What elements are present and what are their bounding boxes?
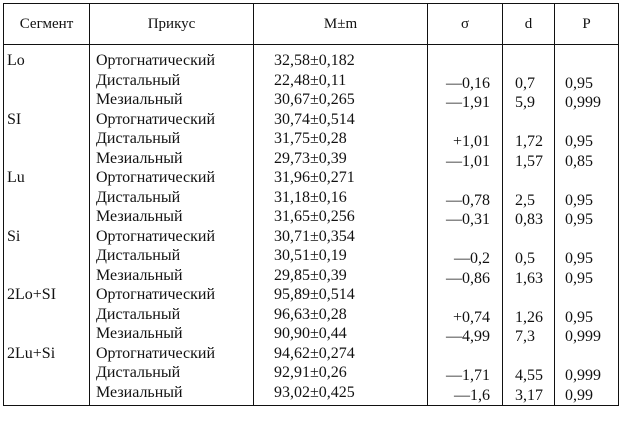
- table-row: [4, 324, 619, 344]
- cell-bite: Дистальный: [90, 246, 254, 266]
- cell-bite: Ортогнатический: [90, 344, 254, 364]
- cell-mean: 30,67±0,265: [254, 90, 428, 110]
- cell-segment: [4, 149, 90, 169]
- cell-sigma: —0,2: [428, 249, 503, 269]
- cell-segment: SI: [4, 110, 90, 130]
- cell-bite: Мезиальный: [90, 324, 254, 344]
- cell-p: [555, 113, 619, 133]
- cell-p: 0,85: [555, 152, 619, 172]
- cell-d: 3,17: [503, 386, 555, 409]
- header-d: d: [503, 4, 555, 45]
- cell-mean: 31,75±0,28: [254, 129, 428, 149]
- cell-mean: 30,51±0,19: [254, 246, 428, 266]
- cell-bite: Ортогнатический: [90, 110, 254, 130]
- statistics-table: [3, 3, 619, 406]
- cell-sigma: —0,78: [428, 191, 503, 211]
- cell-mean: 31,65±0,256: [254, 207, 428, 227]
- header-sigma: σ: [428, 4, 503, 45]
- cell-d: 0,7: [503, 74, 555, 94]
- cell-bite: Дистальный: [90, 305, 254, 325]
- table-row: [4, 168, 619, 188]
- cell-mean: 31,96±0,271: [254, 168, 428, 188]
- table-row: [4, 110, 619, 130]
- cell-sigma: —0,16: [428, 74, 503, 94]
- cell-bite: Ортогнатический: [90, 45, 254, 71]
- cell-bite: Мезиальный: [90, 207, 254, 227]
- cell-p: [555, 347, 619, 367]
- cell-segment: [4, 71, 90, 91]
- cell-sigma: —1,01: [428, 152, 503, 172]
- table-row: [4, 227, 619, 247]
- table-row: [4, 344, 619, 364]
- cell-segment: Si: [4, 227, 90, 247]
- header-mean: M±m: [254, 4, 428, 45]
- cell-bite: Дистальный: [90, 71, 254, 91]
- cell-d: 4,55: [503, 366, 555, 386]
- cell-segment: 2Lu+Si: [4, 344, 90, 364]
- cell-segment: [4, 363, 90, 383]
- cell-p: 0,999: [555, 327, 619, 347]
- cell-segment: Lo: [4, 45, 90, 71]
- cell-mean: 29,85±0,39: [254, 266, 428, 286]
- header-p: P: [555, 4, 619, 45]
- cell-bite: Дистальный: [90, 129, 254, 149]
- cell-d: 7,3: [503, 327, 555, 347]
- cell-segment: [4, 207, 90, 227]
- cell-p: 0,95: [555, 269, 619, 289]
- cell-d: 1,26: [503, 308, 555, 328]
- cell-p: 0,999: [555, 366, 619, 386]
- cell-sigma: [428, 48, 503, 74]
- cell-segment: [4, 266, 90, 286]
- cell-segment: [4, 383, 90, 406]
- cell-sigma: —0,31: [428, 210, 503, 230]
- cell-d: 0,83: [503, 210, 555, 230]
- cell-bite: Ортогнатический: [90, 168, 254, 188]
- cell-mean: 29,73±0,39: [254, 149, 428, 169]
- header-bite: Прикус: [90, 4, 254, 45]
- cell-sigma: —4,99: [428, 327, 503, 347]
- cell-sigma: [428, 230, 503, 250]
- table-row: [4, 71, 619, 91]
- cell-sigma: [428, 288, 503, 308]
- cell-bite: Мезиальный: [90, 383, 254, 406]
- cell-d: 2,5: [503, 191, 555, 211]
- cell-p: 0,95: [555, 191, 619, 211]
- cell-p: 0,95: [555, 74, 619, 94]
- cell-d: [503, 288, 555, 308]
- cell-mean: 32,58±0,182: [254, 45, 428, 71]
- statistics-table-container: [3, 3, 618, 421]
- cell-p: 0,999: [555, 93, 619, 113]
- cell-mean: 93,02±0,425: [254, 383, 428, 406]
- cell-sigma: [428, 171, 503, 191]
- header-row: [4, 4, 619, 45]
- cell-p: [555, 230, 619, 250]
- cell-d: 5,9: [503, 93, 555, 113]
- cell-mean: 92,91±0,26: [254, 363, 428, 383]
- cell-segment: [4, 324, 90, 344]
- cell-d: [503, 230, 555, 250]
- cell-segment: [4, 129, 90, 149]
- table-row: [4, 45, 619, 71]
- cell-bite: Ортогнатический: [90, 227, 254, 247]
- table-row: [4, 149, 619, 169]
- cell-d: [503, 171, 555, 191]
- cell-p: [555, 288, 619, 308]
- cell-segment: [4, 188, 90, 208]
- table-row: [4, 266, 619, 286]
- cell-p: 0,95: [555, 308, 619, 328]
- cell-mean: 30,71±0,354: [254, 227, 428, 247]
- cell-p: 0,99: [555, 386, 619, 409]
- cell-segment: [4, 90, 90, 110]
- cell-mean: 22,48±0,11: [254, 71, 428, 91]
- cell-bite: Мезиальный: [90, 90, 254, 110]
- cell-d: 1,72: [503, 132, 555, 152]
- cell-bite: Ортогнатический: [90, 285, 254, 305]
- cell-d: [503, 48, 555, 74]
- table-body: [4, 45, 619, 406]
- cell-bite: Мезиальный: [90, 266, 254, 286]
- cell-p: 0,95: [555, 210, 619, 230]
- cell-d: [503, 113, 555, 133]
- cell-d: 1,63: [503, 269, 555, 289]
- cell-segment: 2Lo+SI: [4, 285, 90, 305]
- cell-sigma: —0,86: [428, 269, 503, 289]
- cell-p: 0,95: [555, 132, 619, 152]
- cell-p: [555, 171, 619, 191]
- table-row: [4, 383, 619, 406]
- cell-segment: [4, 246, 90, 266]
- table-row: [4, 305, 619, 325]
- cell-mean: 94,62±0,274: [254, 344, 428, 364]
- cell-sigma: —1,6: [428, 386, 503, 409]
- table-row: [4, 285, 619, 305]
- cell-mean: 95,89±0,514: [254, 285, 428, 305]
- cell-p: 0,95: [555, 249, 619, 269]
- cell-segment: Lu: [4, 168, 90, 188]
- table-row: [4, 246, 619, 266]
- cell-bite: Дистальный: [90, 363, 254, 383]
- cell-segment: [4, 305, 90, 325]
- table-row: [4, 90, 619, 110]
- cell-p: [555, 48, 619, 74]
- cell-d: [503, 347, 555, 367]
- cell-sigma: +0,74: [428, 308, 503, 328]
- header-segment: Сегмент: [4, 4, 90, 45]
- cell-sigma: [428, 113, 503, 133]
- cell-mean: 30,74±0,514: [254, 110, 428, 130]
- cell-mean: 96,63±0,28: [254, 305, 428, 325]
- cell-sigma: [428, 347, 503, 367]
- cell-d: 1,57: [503, 152, 555, 172]
- cell-sigma: —1,91: [428, 93, 503, 113]
- cell-sigma: —1,71: [428, 366, 503, 386]
- table-row: [4, 363, 619, 383]
- table-row: [4, 129, 619, 149]
- cell-bite: Дистальный: [90, 188, 254, 208]
- cell-d: 0,5: [503, 249, 555, 269]
- table-row: [4, 207, 619, 227]
- cell-sigma: +1,01: [428, 132, 503, 152]
- cell-bite: Мезиальный: [90, 149, 254, 169]
- cell-mean: 31,18±0,16: [254, 188, 428, 208]
- table-row: [4, 188, 619, 208]
- cell-mean: 90,90±0,44: [254, 324, 428, 344]
